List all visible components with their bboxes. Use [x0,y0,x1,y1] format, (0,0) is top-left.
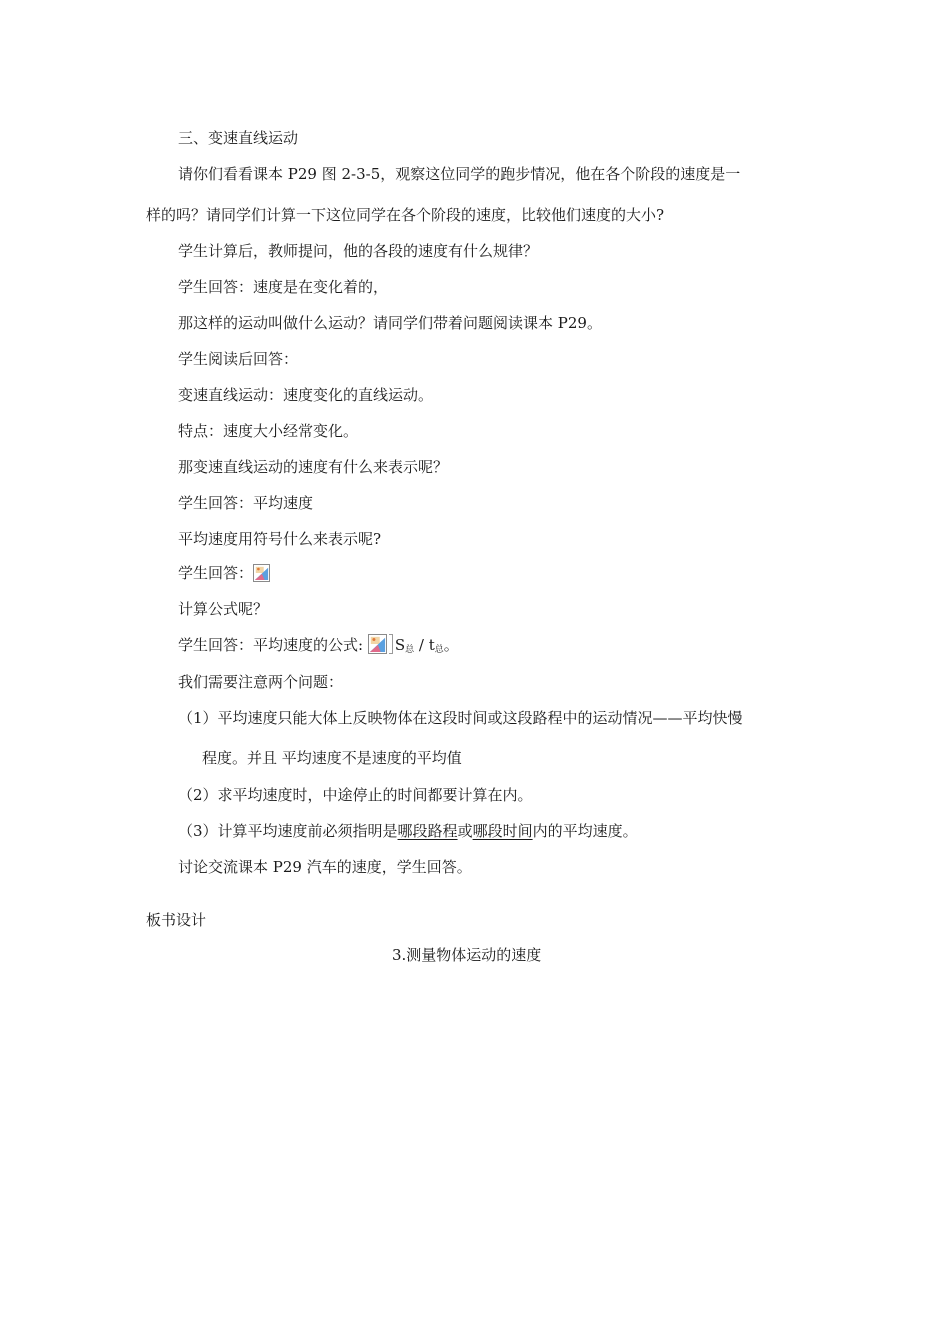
note-1-line: （1）平均速度只能大体上反映物体在这段时间或这段路程中的运动情况——平均快慢 [178,709,743,727]
board-title: 3.测量物体运动的速度 [392,946,542,964]
paragraph: 那这样的运动叫做什么运动？请同学们带着问题阅读课本 P29。 [178,314,602,332]
broken-image-icon [253,564,270,582]
section-heading: 三、变速直线运动 [178,129,299,147]
paragraph: 讨论交流课本 P29 汽车的速度，学生回答。 [178,858,472,876]
formula-subscript: 总 [434,645,444,655]
formula-frame [389,634,393,654]
paragraph: 学生阅读后回答： [178,350,299,368]
paragraph: 学生计算后，教师提问，他的各段的速度有什么规律？ [178,242,539,260]
paragraph-text: 学生回答：平均速度的公式: [178,636,364,654]
paragraph: 平均速度用符号什么来表示呢? [178,530,382,548]
note-text: 内的平均速度。 [532,822,638,840]
formula-line [178,634,459,658]
formula-subscript: 总 [405,645,415,655]
formula-end: 。 [443,636,459,654]
paragraph: 那变速直线运动的速度有什么来表示呢？ [178,458,449,476]
formula-s: S [394,636,406,654]
note-2: （2）求平均速度时，中途停止的时间都要计算在内。 [178,786,533,804]
paragraph: 学生回答：速度是在变化着的， [178,278,389,296]
note-1-line: 程度。并且 平均速度不是速度的平均值 [202,749,462,767]
note-3 [178,821,638,841]
paragraph: 特点：速度大小经常变化。 [178,422,359,440]
paragraph: 学生回答：平均速度 [178,494,314,512]
underlined-term: 哪段时间 [472,822,533,840]
paragraph: 我们需要注意两个问题： [178,673,344,691]
board-design-heading: 板书设计 [146,911,207,929]
paragraph [178,563,272,583]
paragraph: 计算公式呢？ [178,600,269,618]
paragraph: 变速直线运动：速度变化的直线运动。 [178,386,434,404]
underlined-term: 哪段路程 [397,822,458,840]
paragraph-text: 学生回答： [178,564,254,582]
note-text: （3）计算平均速度前必须指明是 [178,822,398,840]
paragraph-line: 请你们看看课本 P29 图 2-3-5，观察这位同学的跑步情况，他在各个阶段的速度是一 [178,165,741,183]
broken-image-icon [368,634,387,654]
note-text: 或 [457,822,473,840]
formula-divide-t: / t [414,636,435,654]
paragraph-line: 样的吗？请同学们计算一下这位同学在各个阶段的速度，比较他们速度的大小? [146,206,665,224]
